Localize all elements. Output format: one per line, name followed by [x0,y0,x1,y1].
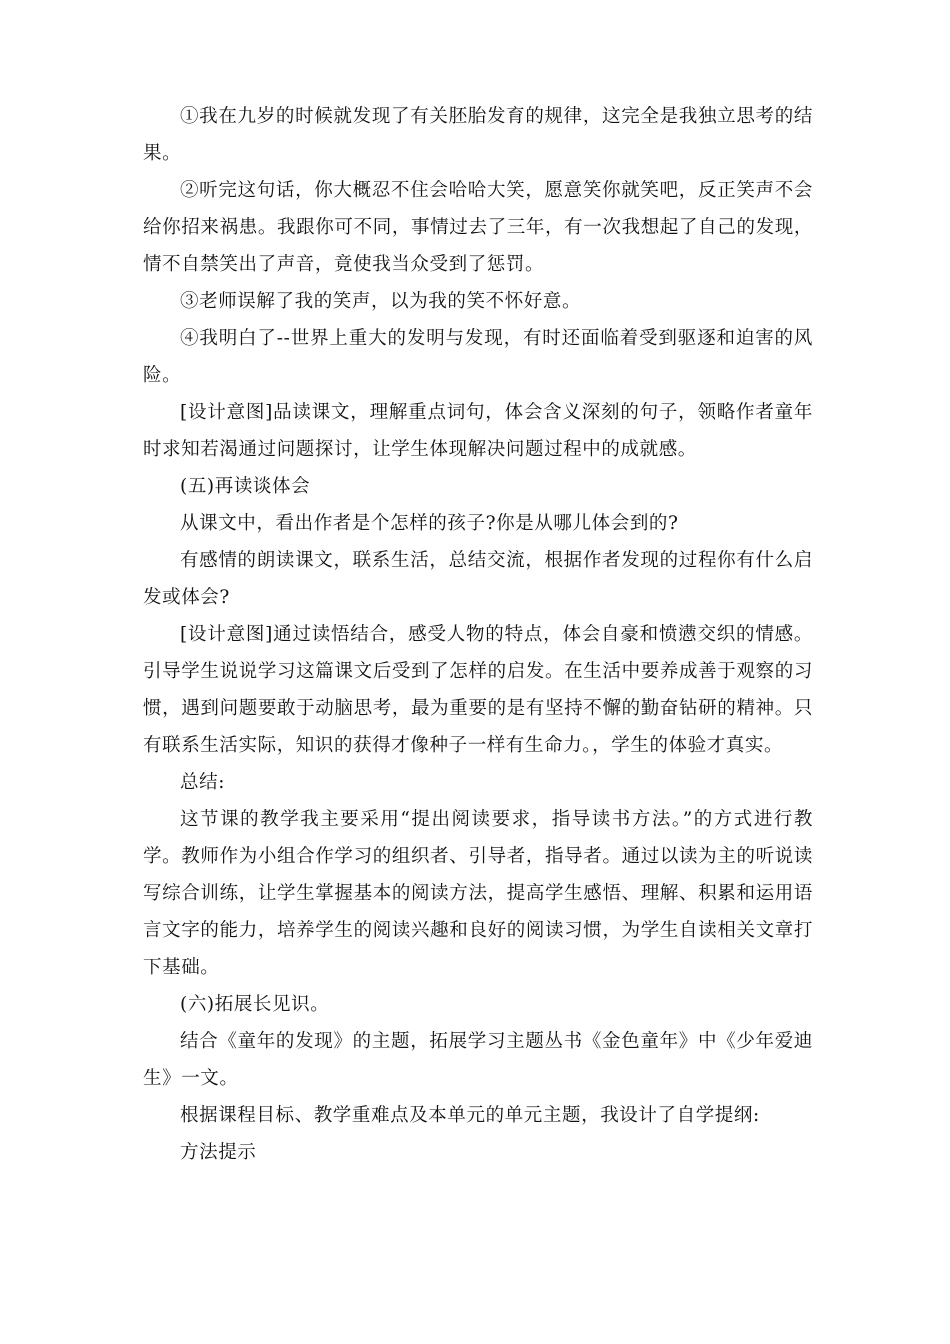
outline-intro: 根据课程目标、教学重难点及本单元的单元主题，我设计了自学提纲: [180,1105,760,1126]
design-intent-1: [设计意图]品读课文，理解重点词句，体会含义深刻的句子，领略作者童年时求知若渴通过问题探讨，让学生体现解决问题过程中的成就感。 [143,402,813,460]
question-2: 有感情的朗读课文，联系生活，总结交流，根据作者发现的过程你有什么启发或体会? [143,550,813,608]
extension-text: 结合《童年的发现》的主题，拓展学习主题丛书《金色童年》中《少年爱迪生》一文。 [143,1031,813,1089]
section-heading-6: (六)拓展长见识。 [180,994,330,1015]
paragraph-3: ③老师误解了我的笑声，以为我的笑不怀好意。 [180,291,582,312]
method-tip-heading: 方法提示 [180,1142,257,1163]
design-intent-2: [设计意图]通过读悟结合，感受人物的特点，体会自豪和愤懑交织的情感。引导学生说说学习这篇课文后受到了怎样的启发。在生活中要养成善于观察的习惯，遇到问题要敢于动脑思考，最为重要的是有坚持不懈的勤奋钻研的精神。只有联系生活实际，知识的获得才像种子一样有生命力。，学生的体验才真实。 [143,624,813,756]
section-heading-5: (五)再读谈体会 [180,476,311,497]
paragraph-2: ②听完这句话，你大概忍不住会哈哈大笑，愿意笑你就笑吧，反正笑声不会给你招来祸患。我跟你可不同，事情过去了三年，有一次我想起了自己的发现，情不自禁笑出了声音，竟使我当众受到了惩罚。 [143,180,813,275]
question-1: 从课文中，看出作者是个怎样的孩子?你是从哪儿体会到的? [180,513,679,534]
summary-heading: 总结: [180,772,226,793]
paragraph-4: ④我明白了--世界上重大的发明与发现，有时还面临着受到驱逐和迫害的风险。 [143,328,813,386]
paragraph-1: ①我在九岁的时候就发现了有关胚胎发育的规律，这完全是我独立思考的结果。 [143,106,813,164]
summary-body: 这节课的教学我主要采用“提出阅读要求，指导读书方法。”的方式进行教学。教师作为小组合作学习的组织者、引导者，指导者。通过以读为主的听说读写综合训练，让学生掌握基本的阅读方法，提高学生感悟、理解、积累和运用语言文字的能力，培养学生的阅读兴趣和良好的阅读习惯，为学生自读相关文章打下基础。 [143,809,813,978]
document-page [143,98,813,1171]
